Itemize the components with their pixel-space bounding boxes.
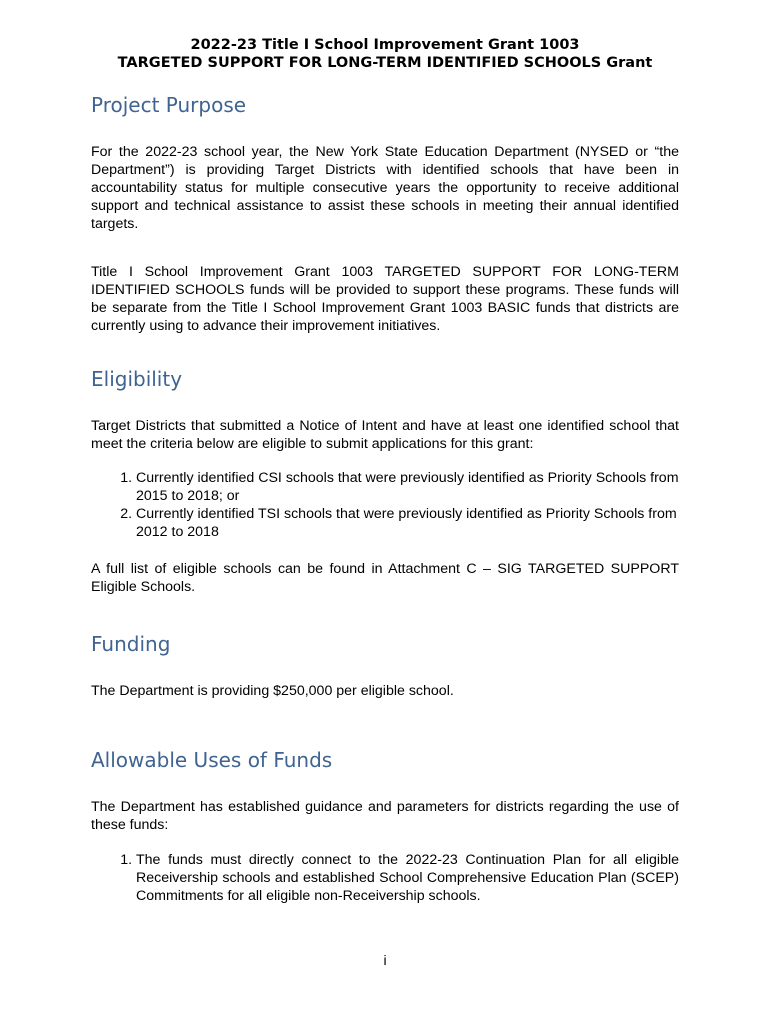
page-number: i xyxy=(383,952,387,968)
funding-paragraph: The Department is providing $250,000 per eligible school. xyxy=(91,683,454,699)
uses-list xyxy=(91,851,679,905)
document-title xyxy=(0,36,770,72)
title-line-1: 2022-23 Title I School Improvement Grant 1003 xyxy=(190,37,580,53)
eligibility-criteria-list xyxy=(91,469,679,541)
eligibility-intro: Target Districts that submitted a Notice of Intent and have at least one identified school that meet the criteria below are eligible to submit applications for this grant: xyxy=(91,418,679,452)
heading-funding: Funding xyxy=(91,632,171,656)
uses-intro: The Department has established guidance and parameters for districts regarding the use of these funds: xyxy=(91,799,679,833)
eligibility-note: A full list of eligible schools can be found in Attachment C – SIG TARGETED SUPPORT Eligible Schools. xyxy=(91,561,679,595)
heading-project-purpose: Project Purpose xyxy=(91,93,247,117)
title-line-2: TARGETED SUPPORT FOR LONG-TERM IDENTIFIED SCHOOLS Grant xyxy=(117,55,653,71)
heading-allowable-uses: Allowable Uses of Funds xyxy=(91,748,333,772)
document-page xyxy=(91,36,679,905)
purpose-paragraph-2: Title I School Improvement Grant 1003 TARGETED SUPPORT FOR LONG-TERM IDENTIFIED SCHOOLS funds will be provided to support these programs. These funds will be separate from the Title I School Improvement Grant 1003 BASIC funds that districts are currently using to advance their improvement initiatives. xyxy=(91,264,679,334)
list-item: 2. Currently identified TSI schools that were previously identified as Priority Schools from 2012 to 2018 xyxy=(136,505,679,541)
list-item: 1. Currently identified CSI schools that were previously identified as Priority Schools from 2015 to 2018; or xyxy=(136,469,679,505)
heading-eligibility: Eligibility xyxy=(91,367,183,391)
purpose-paragraph-1: For the 2022-23 school year, the New York State Education Department (NYSED or “the Department”) is providing Target Districts with identified schools that have been in accountability status for multiple consecutive years the opportunity to receive additional support and technical assistance to assist these schools in meeting their annual identified targets. xyxy=(91,144,679,232)
list-item: 1. The funds must directly connect to the 2022-23 Continuation Plan for all eligible Receivership schools and established School Comprehensive Education Plan (SCEP) Commitments for all eligible non-Receivership schools. xyxy=(136,851,679,905)
